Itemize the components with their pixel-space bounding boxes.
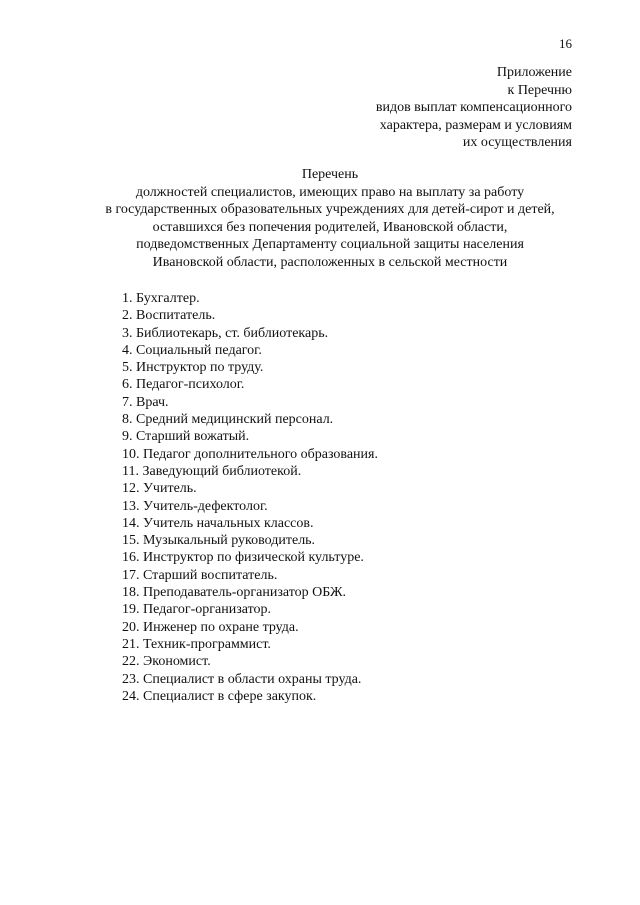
list-item: 2. Воспитатель. <box>122 308 216 324</box>
list-item: 13. Учитель-дефектолог. <box>122 498 268 514</box>
appendix-line: характера, размерам и условиям <box>379 117 572 133</box>
list-item: 5. Инструктор по труду. <box>122 360 264 376</box>
heading-line: в государственных образовательных учреждениях для детей-сирот и детей, <box>105 202 555 218</box>
list-item: 9. Старший вожатый. <box>122 429 250 445</box>
heading-line: должностей специалистов, имеющих право на выплату за работу <box>135 184 525 200</box>
list-item: 16. Инструктор по физической культуре. <box>122 550 364 566</box>
appendix-note <box>376 64 572 152</box>
appendix-line: их осуществления <box>462 135 572 151</box>
list-item: 18. Преподаватель-организатор ОБЖ. <box>122 585 346 601</box>
appendix-line: к Перечню <box>507 82 572 98</box>
list-item: 14. Учитель начальных классов. <box>122 515 314 531</box>
list-item: 4. Социальный педагог. <box>122 342 262 358</box>
heading-line: подведомственных Департаменту социальной защиты населения <box>136 237 524 253</box>
list-item: 21. Техник-программист. <box>122 636 271 652</box>
list-item: 10. Педагог дополнительного образования. <box>122 446 378 462</box>
list-item: 17. Старший воспитатель. <box>122 567 278 583</box>
page-number: 16 <box>559 36 572 51</box>
list-item: 7. Врач. <box>122 394 169 410</box>
list-heading <box>60 166 600 272</box>
heading-line: оставшихся без попечения родителей, Ивановской области, <box>152 219 508 235</box>
heading-line: Ивановской области, расположенных в сельской местности <box>152 254 508 270</box>
list-item: 23. Специалист в области охраны труда. <box>122 671 362 687</box>
list-item: 12. Учитель. <box>122 481 197 497</box>
appendix-line: Приложение <box>496 65 572 80</box>
positions-list <box>122 290 378 705</box>
list-item: 24. Специалист в сфере закупок. <box>122 688 317 704</box>
list-item: 3. Библиотекарь, ст. библиотекарь. <box>122 325 329 341</box>
list-item: 20. Инженер по охране труда. <box>122 619 299 635</box>
list-item: 6. Педагог-психолог. <box>122 377 245 393</box>
list-item: 11. Заведующий библиотекой. <box>122 463 302 479</box>
list-item: 19. Педагог-организатор. <box>122 602 272 618</box>
list-item: 1. Бухгалтер. <box>122 291 200 306</box>
list-item: 22. Экономист. <box>122 654 211 670</box>
appendix-line: видов выплат компенсационного <box>375 100 572 116</box>
heading-title: Перечень <box>301 167 359 182</box>
list-item: 15. Музыкальный руководитель. <box>122 533 316 549</box>
list-item: 8. Средний медицинский персонал. <box>122 412 334 428</box>
